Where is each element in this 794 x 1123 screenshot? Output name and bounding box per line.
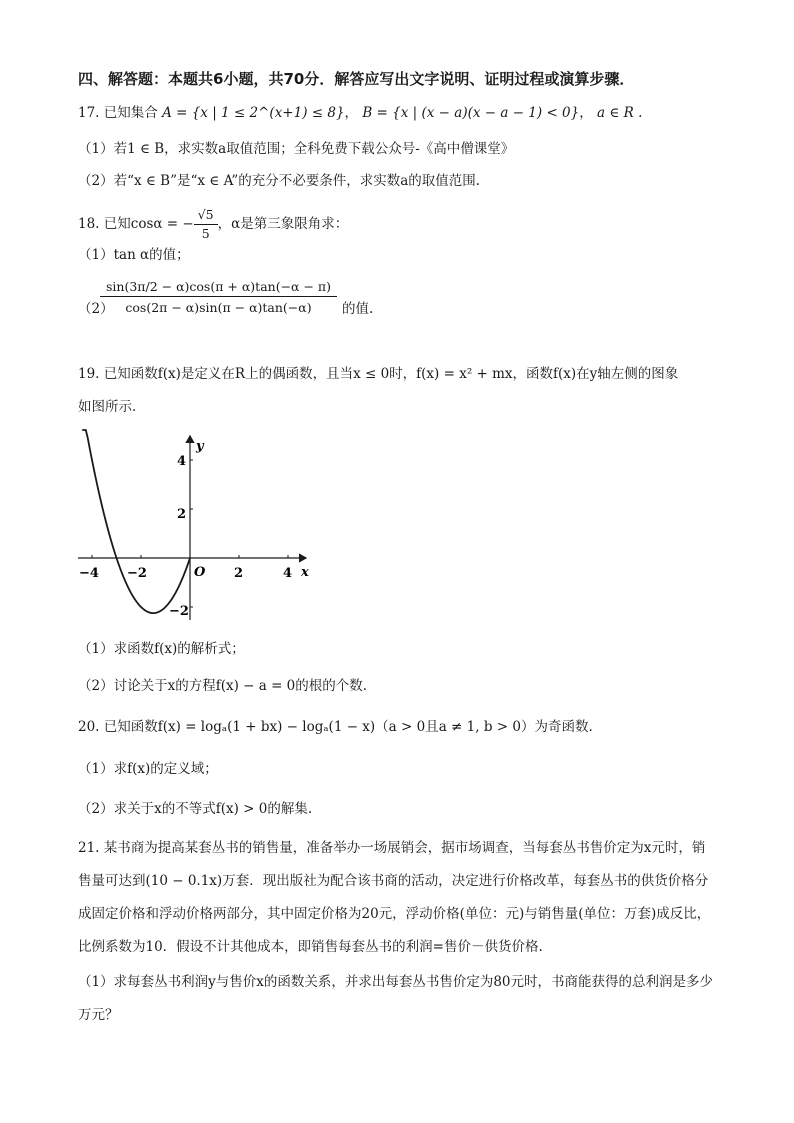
q18-part-2-label: （2） xyxy=(78,301,114,317)
x-tick-4: 4 xyxy=(283,566,293,581)
q17-part-1: （1）若1 ∈ B，求实数a取值范围；全科免费下载公众号-《高中僧课堂》 xyxy=(78,141,515,157)
q19-part-1: （1）求函数f(x)的解析式； xyxy=(78,641,245,657)
q18-part-1: （1）tan α的值； xyxy=(78,247,190,263)
x-axis-label: x xyxy=(301,565,309,580)
q18-fraction xyxy=(194,206,218,243)
q21-part-1: （1）求每套丛书利润y与售价x的函数关系，并求出每套丛书售价定为80元时，书商能获得的总利润是多少万元？ xyxy=(78,974,714,1023)
q17-set-b: B = {x | (x − a)(x − a − 1) < 0} xyxy=(362,105,580,121)
y-tick-4: 4 xyxy=(177,454,187,469)
function-graph xyxy=(70,428,320,628)
q17-stem-suffix: a ∈ R . xyxy=(597,105,643,121)
q18-stem xyxy=(78,206,348,243)
q19-stem: 19. 已知函数f(x)是定义在R上的偶函数，且当x ≤ 0时，f(x) = x² + mx，函数f(x)在y轴左侧的图象 xyxy=(78,366,679,382)
q20-part-2: （2）求关于x的不等式f(x) > 0的解集. xyxy=(78,801,313,817)
q18-fraction-num: √5 xyxy=(194,206,218,225)
q17-set-a: A = {x | 1 ≤ 2^(x+1) ≤ 8} xyxy=(162,105,345,121)
q17-stem: 17. 已知集合 A = {x | 1 ≤ 2^(x+1) ≤ 8}， B = {x | (x − a)(x − a − 1) < 0}， a ∈ R . xyxy=(78,105,643,121)
x-tick-neg4: −4 xyxy=(79,566,99,581)
q18-expression-num: sin(3π/2 − α)cos(π + α)tan(−α − π) xyxy=(100,279,337,297)
q20-part-1: （1）求f(x)的定义域； xyxy=(78,761,218,777)
x-tick-2: 2 xyxy=(234,566,244,581)
q17-part-2: （2）若“x ∈ B”是“x ∈ A”的充分不必要条件，求实数a的取值范围. xyxy=(78,173,481,189)
q19-stem-2: 如图所示． xyxy=(78,399,146,415)
y-tick-2: 2 xyxy=(177,507,187,522)
y-tick-neg2: −2 xyxy=(169,604,189,619)
q18-expression xyxy=(100,279,337,315)
curve-f xyxy=(82,430,190,613)
q18-part-2-suffix: 的值. xyxy=(342,301,374,317)
y-axis-label: y xyxy=(196,439,204,454)
q18-stem-suffix: ，α是第三象限角求： xyxy=(217,216,349,232)
q19-part-2: （2）讨论关于x的方程f(x) − a = 0的根的个数. xyxy=(78,678,368,694)
q18-fraction-den: 5 xyxy=(201,226,210,241)
q18-expression-den: cos(2π − α)sin(π − α)tan(−α) xyxy=(125,300,312,315)
q17-stem-prefix: 17. 已知集合 xyxy=(78,105,158,121)
origin-label: O xyxy=(194,565,206,580)
q20-stem: 20. 已知函数f(x) = logₐ(1 + bx) − logₐ(1 − x)（a > 0且a ≠ 1, b > 0）为奇函数. xyxy=(78,719,593,735)
section-title: 四、解答题：本题共6小题，共70分．解答应写出文字说明、证明过程或演算步骤． xyxy=(78,70,635,88)
q21-text: 21. 某书商为提高某套丛书的销售量，准备举办一场展销会，据市场调查，当每套丛书售价定为x元时，销售量可达到(10 − 0.1x)万套．现出版社为配合该书商的活动，决定进行价格改革，每套丛书的供货价格分成固定价格和浮动价格两部分，其中固定价格为20元，浮动价格(单位：元)与销售量(单位：万套)成反比，比例系数为10．假设不计其他成本，即销售每套丛书的利润=售价－供货价格. xyxy=(78,840,711,955)
x-tick-neg2: −2 xyxy=(127,566,147,581)
q18-stem-prefix: 18. 已知cosα = − xyxy=(78,216,194,232)
